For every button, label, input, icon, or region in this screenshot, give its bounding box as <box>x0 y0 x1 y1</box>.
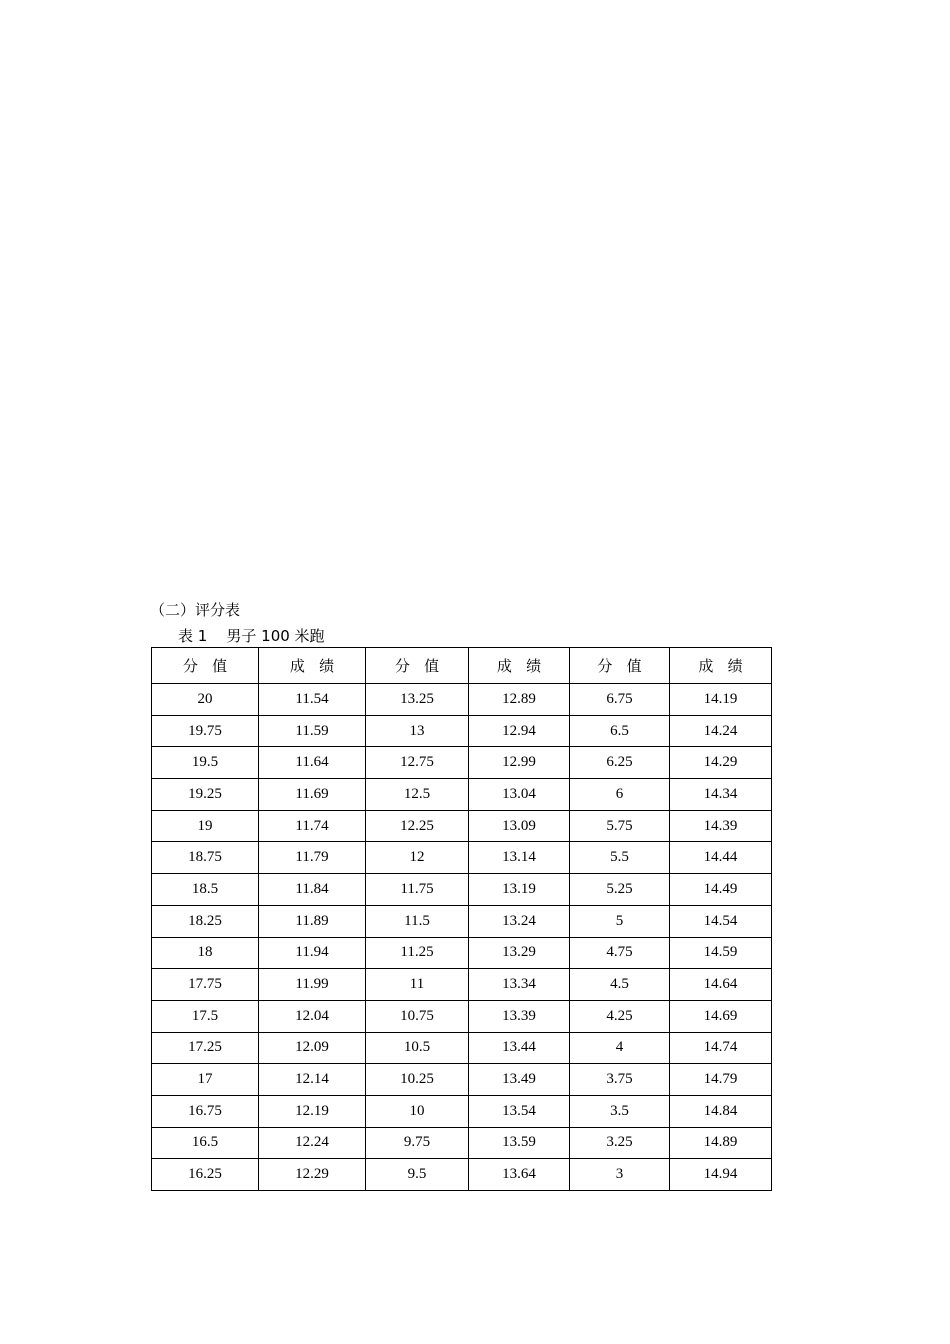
score-cell: 13.25 <box>366 684 469 716</box>
result-cell: 14.64 <box>670 969 772 1001</box>
score-cell: 11.25 <box>366 937 469 969</box>
result-cell: 13.04 <box>469 779 570 811</box>
table-row <box>152 1000 772 1032</box>
result-cell: 12.89 <box>469 684 570 716</box>
result-cell: 13.64 <box>469 1159 570 1191</box>
score-cell: 9.5 <box>366 1159 469 1191</box>
table-row <box>152 969 772 1001</box>
result-cell: 12.99 <box>469 747 570 779</box>
score-cell: 17.25 <box>152 1032 259 1064</box>
table-row <box>152 684 772 716</box>
score-cell: 4.25 <box>570 1000 670 1032</box>
result-cell: 13.59 <box>469 1127 570 1159</box>
score-cell: 6.5 <box>570 715 670 747</box>
score-cell: 5 <box>570 905 670 937</box>
table-body <box>152 684 772 1191</box>
header-score: 分 值 <box>366 648 469 684</box>
score-cell: 20 <box>152 684 259 716</box>
result-cell: 14.44 <box>670 842 772 874</box>
result-cell: 13.24 <box>469 905 570 937</box>
result-cell: 12.94 <box>469 715 570 747</box>
result-cell: 13.29 <box>469 937 570 969</box>
result-cell: 12.14 <box>259 1064 366 1096</box>
result-cell: 14.69 <box>670 1000 772 1032</box>
score-cell: 12.25 <box>366 810 469 842</box>
result-cell: 14.39 <box>670 810 772 842</box>
result-cell: 11.64 <box>259 747 366 779</box>
score-cell: 11 <box>366 969 469 1001</box>
result-cell: 11.79 <box>259 842 366 874</box>
table-row <box>152 1064 772 1096</box>
score-cell: 17.75 <box>152 969 259 1001</box>
score-cell: 5.5 <box>570 842 670 874</box>
table-row <box>152 1032 772 1064</box>
header-score: 分 值 <box>152 648 259 684</box>
result-cell: 13.19 <box>469 874 570 906</box>
result-cell: 14.19 <box>670 684 772 716</box>
result-cell: 11.89 <box>259 905 366 937</box>
result-cell: 14.49 <box>670 874 772 906</box>
score-cell: 18 <box>152 937 259 969</box>
table-row <box>152 905 772 937</box>
result-cell: 12.19 <box>259 1095 366 1127</box>
score-cell: 4 <box>570 1032 670 1064</box>
score-cell: 17.5 <box>152 1000 259 1032</box>
result-cell: 14.79 <box>670 1064 772 1096</box>
table-row <box>152 810 772 842</box>
score-table <box>151 647 772 1191</box>
header-result: 成 绩 <box>670 648 772 684</box>
score-cell: 12.75 <box>366 747 469 779</box>
result-cell: 12.09 <box>259 1032 366 1064</box>
result-cell: 13.39 <box>469 1000 570 1032</box>
result-cell: 14.94 <box>670 1159 772 1191</box>
score-cell: 10.5 <box>366 1032 469 1064</box>
score-cell: 19 <box>152 810 259 842</box>
result-cell: 13.09 <box>469 810 570 842</box>
table-row <box>152 874 772 906</box>
score-cell: 13 <box>366 715 469 747</box>
score-cell: 17 <box>152 1064 259 1096</box>
score-cell: 11.5 <box>366 905 469 937</box>
score-cell: 5.25 <box>570 874 670 906</box>
result-cell: 13.54 <box>469 1095 570 1127</box>
result-cell: 14.84 <box>670 1095 772 1127</box>
score-cell: 12 <box>366 842 469 874</box>
score-cell: 18.5 <box>152 874 259 906</box>
score-cell: 6.75 <box>570 684 670 716</box>
result-cell: 11.84 <box>259 874 366 906</box>
result-cell: 14.54 <box>670 905 772 937</box>
result-cell: 11.54 <box>259 684 366 716</box>
result-cell: 12.29 <box>259 1159 366 1191</box>
result-cell: 14.29 <box>670 747 772 779</box>
score-cell: 3.5 <box>570 1095 670 1127</box>
score-cell: 16.75 <box>152 1095 259 1127</box>
table-row <box>152 715 772 747</box>
score-cell: 6.25 <box>570 747 670 779</box>
result-cell: 11.99 <box>259 969 366 1001</box>
table-row <box>152 1127 772 1159</box>
header-score: 分 值 <box>570 648 670 684</box>
result-cell: 11.74 <box>259 810 366 842</box>
score-cell: 4.5 <box>570 969 670 1001</box>
result-cell: 11.69 <box>259 779 366 811</box>
result-cell: 14.74 <box>670 1032 772 1064</box>
result-cell: 13.34 <box>469 969 570 1001</box>
table-row <box>152 747 772 779</box>
table-row <box>152 842 772 874</box>
score-cell: 4.75 <box>570 937 670 969</box>
header-result: 成 绩 <box>259 648 366 684</box>
score-cell: 5.75 <box>570 810 670 842</box>
result-cell: 14.59 <box>670 937 772 969</box>
table-row <box>152 1159 772 1191</box>
result-cell: 14.89 <box>670 1127 772 1159</box>
result-cell: 13.44 <box>469 1032 570 1064</box>
score-cell: 19.75 <box>152 715 259 747</box>
score-cell: 16.25 <box>152 1159 259 1191</box>
table-caption: 表 1 男子 100 米跑 <box>178 627 325 645</box>
score-cell: 18.25 <box>152 905 259 937</box>
result-cell: 13.49 <box>469 1064 570 1096</box>
table-row <box>152 1095 772 1127</box>
result-cell: 14.24 <box>670 715 772 747</box>
score-cell: 16.5 <box>152 1127 259 1159</box>
result-cell: 13.14 <box>469 842 570 874</box>
result-cell: 12.24 <box>259 1127 366 1159</box>
score-cell: 6 <box>570 779 670 811</box>
section-title: （二）评分表 <box>150 601 241 619</box>
header-result: 成 绩 <box>469 648 570 684</box>
result-cell: 14.34 <box>670 779 772 811</box>
table-header-row <box>152 648 772 684</box>
score-cell: 9.75 <box>366 1127 469 1159</box>
score-cell: 10 <box>366 1095 469 1127</box>
score-cell: 3.75 <box>570 1064 670 1096</box>
score-cell: 10.75 <box>366 1000 469 1032</box>
score-cell: 11.75 <box>366 874 469 906</box>
score-cell: 10.25 <box>366 1064 469 1096</box>
table-row <box>152 779 772 811</box>
result-cell: 11.94 <box>259 937 366 969</box>
score-cell: 12.5 <box>366 779 469 811</box>
score-cell: 19.25 <box>152 779 259 811</box>
result-cell: 12.04 <box>259 1000 366 1032</box>
score-cell: 3 <box>570 1159 670 1191</box>
table-row <box>152 937 772 969</box>
score-cell: 3.25 <box>570 1127 670 1159</box>
score-cell: 19.5 <box>152 747 259 779</box>
score-cell: 18.75 <box>152 842 259 874</box>
result-cell: 11.59 <box>259 715 366 747</box>
